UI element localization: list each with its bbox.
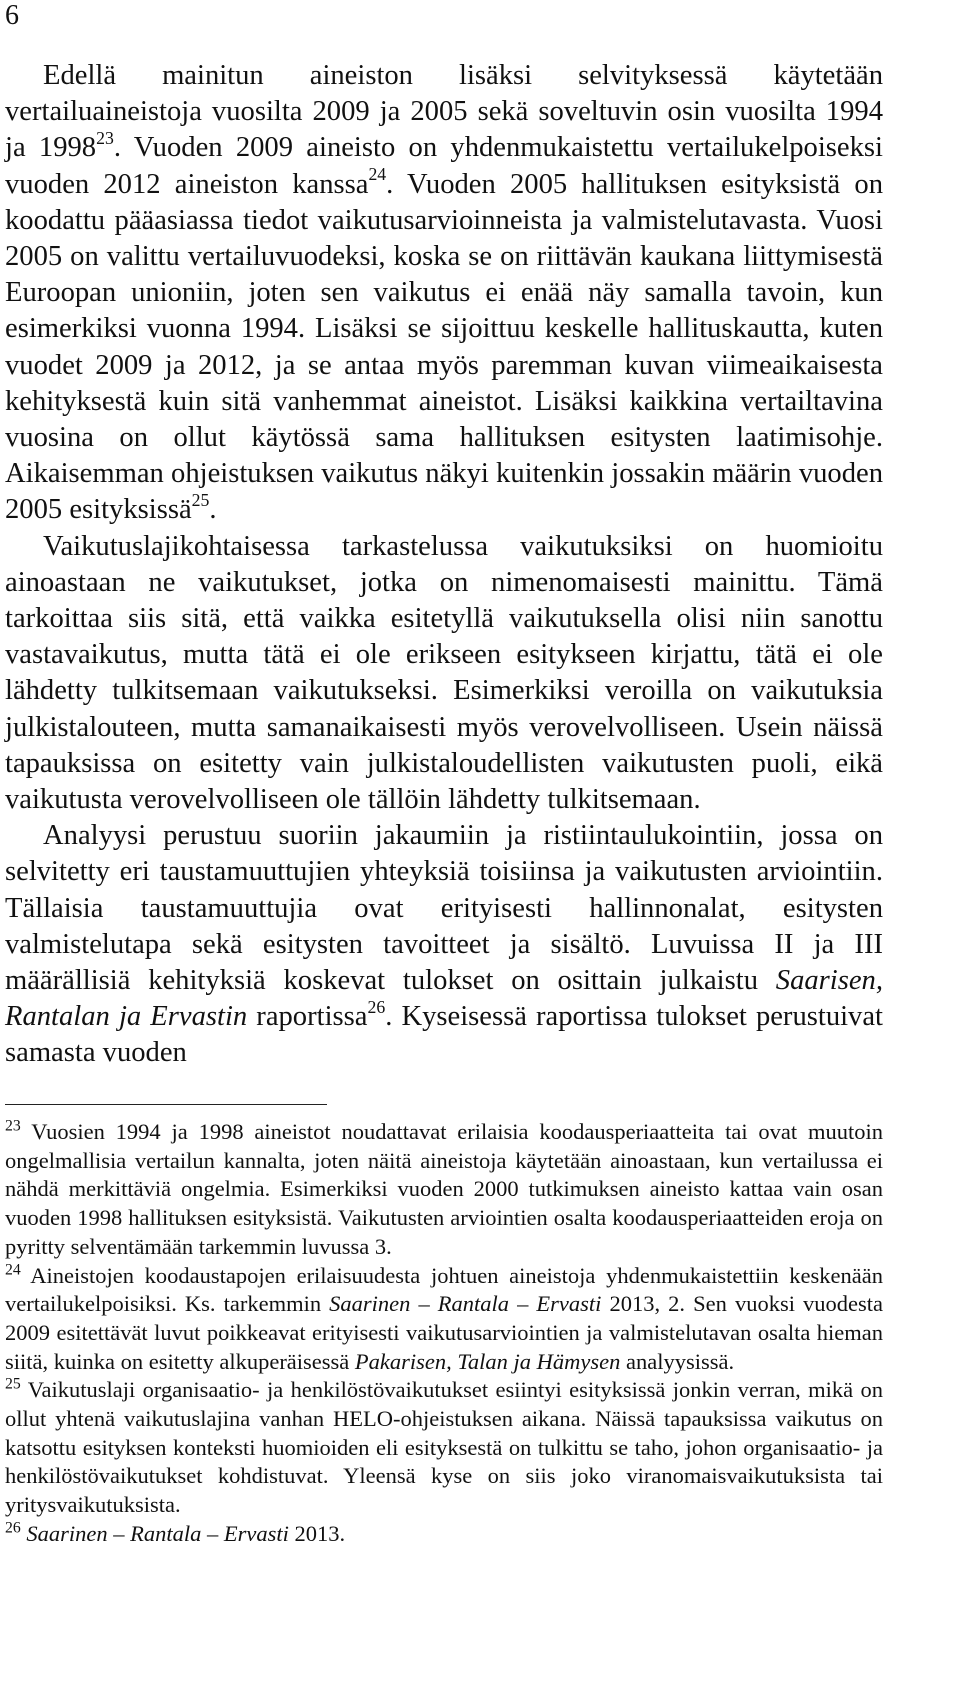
footnote-text: Aineistojen koodaustapojen erilaisuudesta johtuen aineistoja yhdenmukaistettiin keskenään vertailukelpoisiksi. Ks. tarkemmin xyxy=(5,1262,883,1317)
footnote-number: 26 xyxy=(5,1519,21,1537)
paragraph-text: . Vuoden 2005 hallituksen esityksistä on koodattu pääasiassa tiedot vaikutusarvioinneista ja valmistelutavasta. Vuosi 2005 on valittu vertailuvuodeksi, koska se on riittävän kaukana liittymisestä Euroopan unioniin, joten sen vaikutus ei enää näy samalla tavoin, kun esimerkiksi vuonna 1994. Lisäksi se sijoittuu keskelle hallituskautta, kuten vuodet 2009 ja 2012, ja se antaa myös paremman kuvan viimeaikaisesta kehityksestä kuin sitä vanhemmat aineistot. Lisäksi kaikkina vertailtavina vuosina on ollut käytössä sama hallituksen esitysten laatimisohje. Aikaisemman ohjeistuksen vaikutus näkyi kuitenkin jossakin määrin vuoden 2005 esityksissä xyxy=(5,168,883,526)
page-number: 6 xyxy=(5,0,19,31)
footnote-24 xyxy=(5,1262,883,1377)
footnote-text: 2013, 2. Sen vuoksi vuodesta 2009 esitettävät luvut poikkeavat erityisesti vaikutusarviointien ja valmistelutavan osalta hieman siitä, kuinka on esitetty alkuperäisessä xyxy=(5,1291,883,1374)
footnote-number: 23 xyxy=(5,1117,21,1135)
paragraph-1 xyxy=(5,58,883,529)
footnote-reference[interactable]: 26 xyxy=(367,996,386,1017)
footnote-26 xyxy=(5,1520,883,1549)
citation-authors: Saarinen – Rantala – Ervasti xyxy=(329,1291,602,1317)
citation-authors: Saarisen, Rantalan ja Ervastin xyxy=(5,965,883,1033)
footnote-text: 2013. xyxy=(288,1520,346,1546)
footnote-25 xyxy=(5,1376,883,1520)
paragraph-text: raportissa xyxy=(247,1001,368,1033)
body-text xyxy=(5,58,883,1072)
footnote-number: 24 xyxy=(5,1261,21,1279)
footnote-number: 25 xyxy=(5,1375,21,1393)
paragraph-text: Analyysi perustuu suoriin jakaumiin ja ristiintaulukointiin, jossa on selvitetty eri taustamuuttujien yhteyksiä toisiinsa ja vaikutusten arviointiin. Tällaisia taustamuuttujia ovat erityisesti hallinnonalat, esitysten valmistelutapa sekä esitysten tavoitteet ja sisältö. Luvuissa II ja III määrällisiä kehityksiä koskevat tulokset on osittain julkaistu xyxy=(5,820,883,997)
paragraph-text: . xyxy=(209,494,217,526)
footnotes xyxy=(5,1118,883,1549)
footnote-text: analyysissä. xyxy=(620,1348,735,1374)
footnote-23 xyxy=(5,1118,883,1262)
footnote-text: Vuosien 1994 ja 1998 aineistot noudattavat erilaisia koodausperiaatteita tai ovat muutoin ongelmallisia vertailun kannalta, joten näitä aineistoja käytetään ainoastaan, kun vertailussa ei nähdä merkittäviä ongelmia. Esimerkiksi vuoden 2000 tutkimuksen aineisto kattaa vain osan vuoden 1998 hallituksen esityksistä. Vaikutusten arviointien osalta koodausperiaatteiden eroja on pyritty selventämään tarkemmin luvussa 3. xyxy=(5,1119,883,1259)
paragraph-3 xyxy=(5,818,883,1071)
citation-authors: Pakarisen, Talan ja Hämysen xyxy=(354,1348,621,1374)
citation-authors: Saarinen – Rantala – Ervasti xyxy=(26,1520,289,1546)
paragraph-text: . Vuoden 2009 aineisto on yhdenmukaistettu vertailukelpoiseksi vuoden 2012 aineiston kanssa xyxy=(5,132,883,200)
paragraph-text: Vaikutuslajikohtaisessa tarkastelussa vaikutuksiksi on huomioitu ainoastaan ne vaikutukset, jotka on nimenomaisesti mainittu. Tämä tarkoittaa siis sitä, että vaikka esitetyllä vaikutuksella olisi niin sanottu vastavaikutus, mutta tätä ei ole erikseen esitykseen kirjattu, tätä ei ole lähdetty tulkitsemaan vaikutukseksi. Esimerkiksi veroilla on vaikutuksia julkistalouteen, mutta samanaikaisesti myös verovelvolliseen. Usein näissä tapauksissa on esitetty vain julkistaloudellisten vaikutusten puoli, eikä vaikutusta verovelvolliseen ole tällöin lähdetty tulkitsemaan. xyxy=(5,530,883,816)
footnote-reference[interactable]: 23 xyxy=(96,127,114,148)
footnote-separator xyxy=(5,1104,327,1105)
paragraph-text: . Kyseisessä raportissa tulokset perustuivat samasta vuoden xyxy=(5,1001,883,1069)
paragraph-text: Edellä mainitun aineiston lisäksi selvityksessä käytetään vertailuaineistoja vuosilta 2009 ja 2005 sekä soveltuvin osin vuosilta 1994 ja 1998 xyxy=(5,60,883,164)
paragraph-2 xyxy=(5,529,883,819)
footnote-reference[interactable]: 24 xyxy=(368,163,387,184)
footnote-text: Vaikutuslaji organisaatio- ja henkilöstövaikutukset esiintyi esityksissä jonkin verran, mikä on ollut yhtenä vaikutuslajina vanhan HELO-ohjeistuksen aikana. Näissä tapauksissa vaikutus on katsottu esityksen konteksti huomioiden eli esityksestä on tulkittu se taho, johon organisaatio- ja henkilöstövaikutukset kohdistuvat. Yleensä kyse on siis joko viranomaisvaikutuksista tai yritysvaikutuksista. xyxy=(5,1377,883,1518)
footnote-reference[interactable]: 25 xyxy=(191,489,210,510)
